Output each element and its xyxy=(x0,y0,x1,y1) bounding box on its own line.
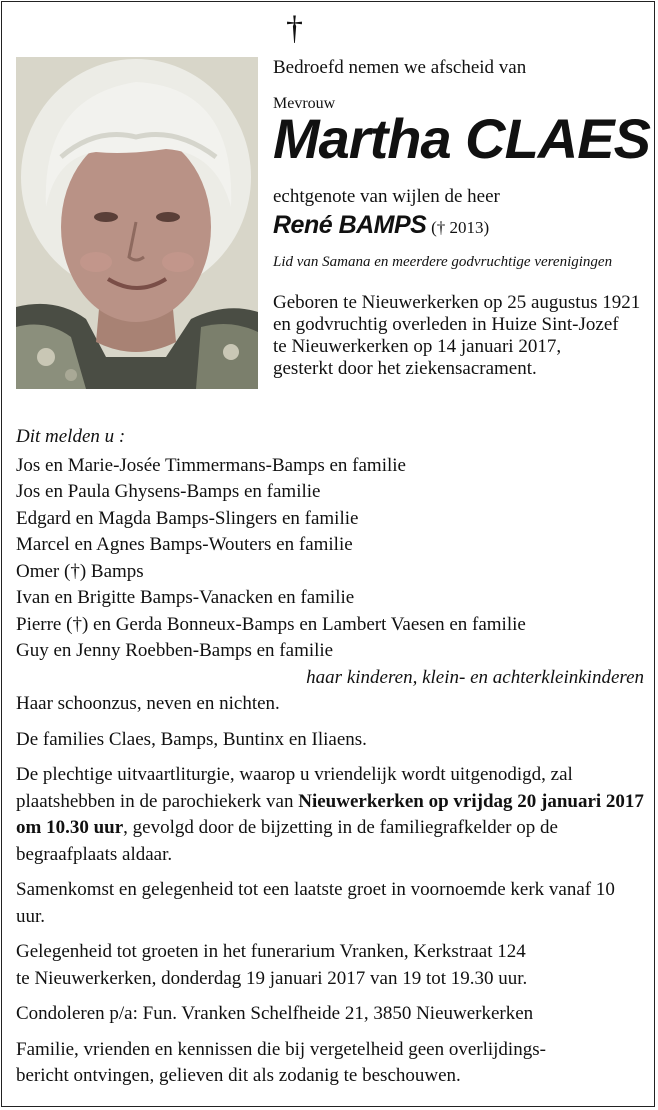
announcement-body xyxy=(16,424,646,1090)
life-line: te Nieuwerkerken op 14 januari 2017, xyxy=(273,336,562,357)
life-line: en godvruchtig overleden in Huize Sint-Jozef xyxy=(273,314,619,335)
child-line: Omer (†) Bamps xyxy=(16,560,144,582)
intro-text: Bedroefd nemen we afscheid van xyxy=(273,57,527,78)
child-line: Guy en Jenny Roebben-Bamps en familie xyxy=(16,640,334,661)
portrait-photo xyxy=(16,57,258,389)
announcers-intro: Dit melden u : xyxy=(16,426,126,447)
deceased-name: Martha CLAES xyxy=(273,107,650,170)
child-line: Jos en Paula Ghysens-Bamps en familie xyxy=(16,481,321,502)
families-line: De families Claes, Bamps, Buntinx en Iliaens. xyxy=(16,728,367,750)
grandchildren-line: haar kinderen, klein- en achterkleinkinderen xyxy=(306,666,644,688)
spouse-death-note: († 2013) xyxy=(431,218,490,237)
child-line: Marcel en Agnes Bamps-Wouters en familie xyxy=(16,534,353,555)
spouse-intro: echtgenote van wijlen de heer xyxy=(273,186,500,207)
child-line: Jos en Marie-Josée Timmermans-Bamps en familie xyxy=(16,454,406,476)
spouse-line xyxy=(273,211,489,240)
inlaws-line: Haar schoonzus, neven en nichten. xyxy=(16,693,280,714)
condolences-line: Condoleren p/a: Fun. Vranken Schelfheide 21, 3850 Nieuwerkerken xyxy=(16,1003,534,1024)
life-details xyxy=(273,292,640,380)
child-line: Ivan en Brigitte Bamps-Vanacken en familie xyxy=(16,587,355,608)
portrait-illustration xyxy=(16,57,258,389)
funeral-date-bold: Nieuwerkerken op vrijdag 20 januari 2017 om 10.30 uur xyxy=(16,790,644,838)
funeral-text-1: De plechtige uitvaartliturgie, waarop u vriendelijk wordt uitgenodigd, zal plaatshebben in de parochiekerk van xyxy=(16,764,573,812)
viewing-paragraph xyxy=(16,939,646,992)
child-line: Pierre (†) en Gerda Bonneux-Bamps en Lambert Vaesen en familie xyxy=(16,613,526,635)
funeral-paragraph xyxy=(16,762,646,868)
closing-line: Familie, vrienden en kennissen die bij vergetelheid geen overlijdings- xyxy=(16,1038,546,1060)
viewing-line: te Nieuwerkerken, donderdag 19 januari 2017 van 19 tot 19.30 uur. xyxy=(16,967,528,989)
viewing-line: Gelegenheid tot groeten in het funerarium Vranken, Kerkstraat 124 xyxy=(16,941,526,962)
closing-paragraph xyxy=(16,1037,646,1090)
life-line: gesterkt door het ziekensacrament. xyxy=(273,358,537,379)
spouse-name: René BAMPS xyxy=(273,211,427,239)
life-line: Geboren te Nieuwerkerken op 25 augustus 1921 xyxy=(273,292,641,313)
child-line: Edgard en Magda Bamps-Slingers en familie xyxy=(16,507,359,529)
funeral-text-2: , gevolgd door de bijzetting in de familiegrafkelder op de begraafplaats aldaar. xyxy=(16,817,558,865)
honorific: Mevrouw xyxy=(273,95,336,112)
gathering-paragraph: Samenkomst en gelegenheid tot een laatste groet in voornoemde kerk vanaf 10 uur. xyxy=(16,879,615,927)
cross-symbol: † xyxy=(286,10,303,47)
membership-text: Lid van Samana en meerdere godvruchtige verenigingen xyxy=(273,254,613,270)
closing-line: bericht ontvingen, gelieven dit als zodanig te beschouwen. xyxy=(16,1065,461,1086)
